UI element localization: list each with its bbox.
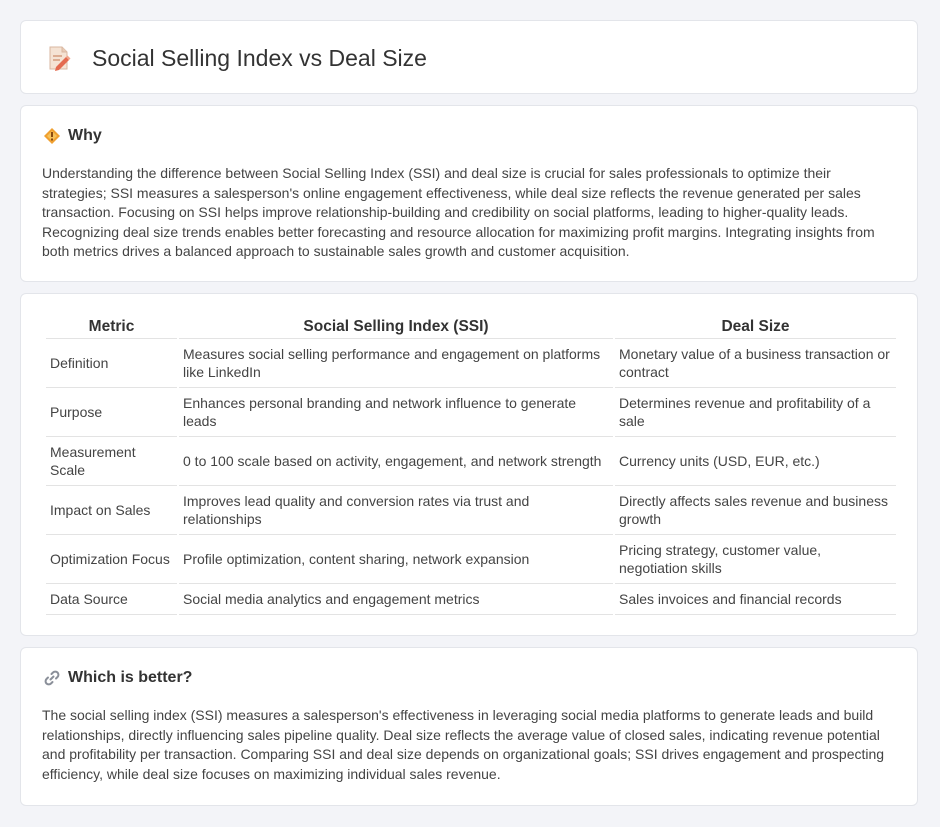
- link-icon: [43, 669, 61, 687]
- title-card: [20, 20, 918, 94]
- table-row: [46, 535, 896, 584]
- table-row: [46, 388, 896, 437]
- comparison-table: [44, 315, 898, 615]
- deal-size-cell: Determines revenue and profitability of a sale: [615, 388, 896, 437]
- metric-cell: Impact on Sales: [46, 486, 177, 535]
- metric-cell: Definition: [46, 339, 177, 388]
- header-metric: Metric: [46, 315, 177, 339]
- deal-size-cell: Pricing strategy, customer value, negotiation skills: [615, 535, 896, 584]
- deal-size-cell: Currency units (USD, EUR, etc.): [615, 437, 896, 486]
- why-text: Understanding the difference between Social Selling Index (SSI) and deal size is crucial for sales professionals to optimize their strategies; SSI measures a salesperson's online engagement effectiveness, while deal size reflects the revenue generated per sales transaction. Focusing on SSI helps improve relationship-building and credibility on social platforms, leading to higher-quality leads. Recognizing deal size trends enables better forecasting and resource allocation for maximizing profit margins. Integrating insights from both metrics drives a balanced approach to sustainable sales growth and customer acquisition.: [42, 165, 875, 259]
- ssi-cell: Social media analytics and engagement metrics: [179, 584, 613, 615]
- metric-cell: Purpose: [46, 388, 177, 437]
- deal-size-cell: Directly affects sales revenue and business growth: [615, 486, 896, 535]
- comparison-table-section: [20, 293, 918, 636]
- ssi-cell: Enhances personal branding and network influence to generate leads: [179, 388, 613, 437]
- page-title: Social Selling Index vs Deal Size: [92, 45, 427, 71]
- deal-size-cell: Sales invoices and financial records: [615, 584, 896, 615]
- why-section: [20, 105, 918, 282]
- document-pencil-icon: [47, 45, 71, 71]
- metric-cell: Measurement Scale: [46, 437, 177, 486]
- diamond-icon: [43, 127, 61, 145]
- why-heading: Why: [68, 127, 102, 144]
- table-row: [46, 437, 896, 486]
- header-deal-size: Deal Size: [615, 315, 896, 339]
- table-header-row: [46, 315, 896, 339]
- header-ssi: Social Selling Index (SSI): [179, 315, 613, 339]
- table-row: [46, 486, 896, 535]
- deal-size-cell: Monetary value of a business transaction or contract: [615, 339, 896, 388]
- which-is-better-section: [20, 647, 918, 806]
- metric-cell: Data Source: [46, 584, 177, 615]
- ssi-cell: Improves lead quality and conversion rates via trust and relationships: [179, 486, 613, 535]
- table-row: [46, 339, 896, 388]
- table-row: [46, 584, 896, 615]
- ssi-cell: Measures social selling performance and engagement on platforms like LinkedIn: [179, 339, 613, 388]
- better-text: The social selling index (SSI) measures a salesperson's effectiveness in leveraging social media platforms to generate leads and build relationships, directly influencing sales pipeline quality. Deal size reflects the average value of closed sales, indicating revenue potential and profitability per transaction. Comparing SSI and deal size depends on organizational goals; SSI drives engagement and prospecting efficiency, while deal size focuses on maximizing individual sales revenue.: [42, 707, 885, 782]
- ssi-cell: Profile optimization, content sharing, network expansion: [179, 535, 613, 584]
- ssi-cell: 0 to 100 scale based on activity, engagement, and network strength: [179, 437, 613, 486]
- metric-cell: Optimization Focus: [46, 535, 177, 584]
- better-heading: Which is better?: [68, 669, 193, 686]
